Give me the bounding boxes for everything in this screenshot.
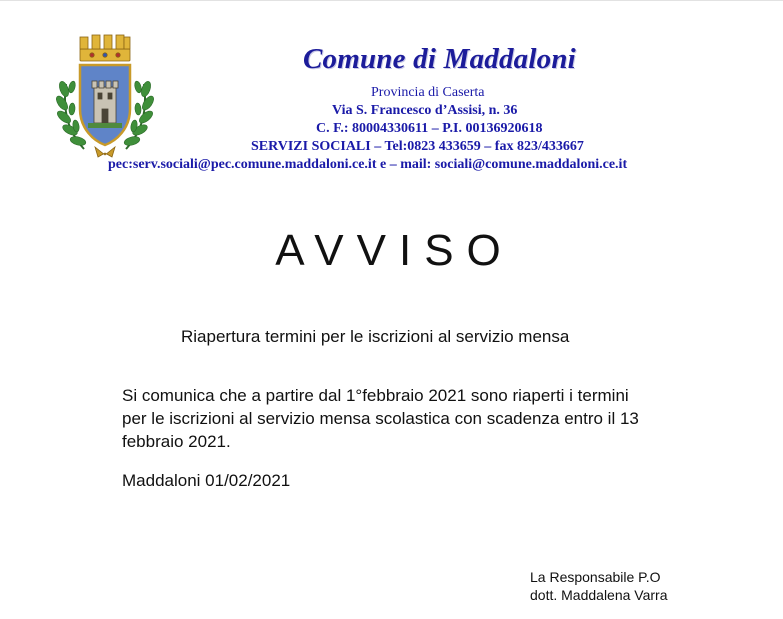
signature-role: La Responsabile P.O bbox=[530, 569, 661, 585]
notice-subject: Riapertura termini per le iscrizioni al servizio mensa bbox=[181, 327, 570, 346]
email-contacts-line: pec:serv.sociali@pec.comune.maddaloni.ce.it e – mail: sociali@comune.maddaloni.ce.it bbox=[108, 157, 628, 172]
municipal-crest-logo bbox=[50, 29, 160, 163]
province-line: Provincia di Caserta bbox=[371, 85, 485, 100]
municipality-title: Comune di Maddaloni bbox=[303, 43, 576, 75]
notice-body-line: per le iscrizioni al servizio mensa scolastica con scadenza entro il 13 bbox=[122, 409, 639, 428]
social-services-line: SERVIZI SOCIALI – Tel:0823 433659 – fax 823/433667 bbox=[251, 139, 584, 154]
notice-body-line: Si comunica che a partire dal 1°febbraio 2021 sono riaperti i termini bbox=[122, 386, 629, 405]
signature-name: dott. Maddalena Varra bbox=[530, 587, 668, 603]
notice-body bbox=[122, 384, 702, 453]
fiscal-code-line: C. F.: 80004330611 – P.I. 00136920618 bbox=[316, 121, 543, 136]
signature-block bbox=[530, 568, 668, 604]
notice-body-line: febbraio 2021. bbox=[122, 432, 231, 451]
place-and-date: Maddaloni 01/02/2021 bbox=[122, 471, 291, 490]
address-line: Via S. Francesco d’Assisi, n. 36 bbox=[332, 103, 518, 118]
notice-heading: AVVISO bbox=[275, 226, 514, 275]
